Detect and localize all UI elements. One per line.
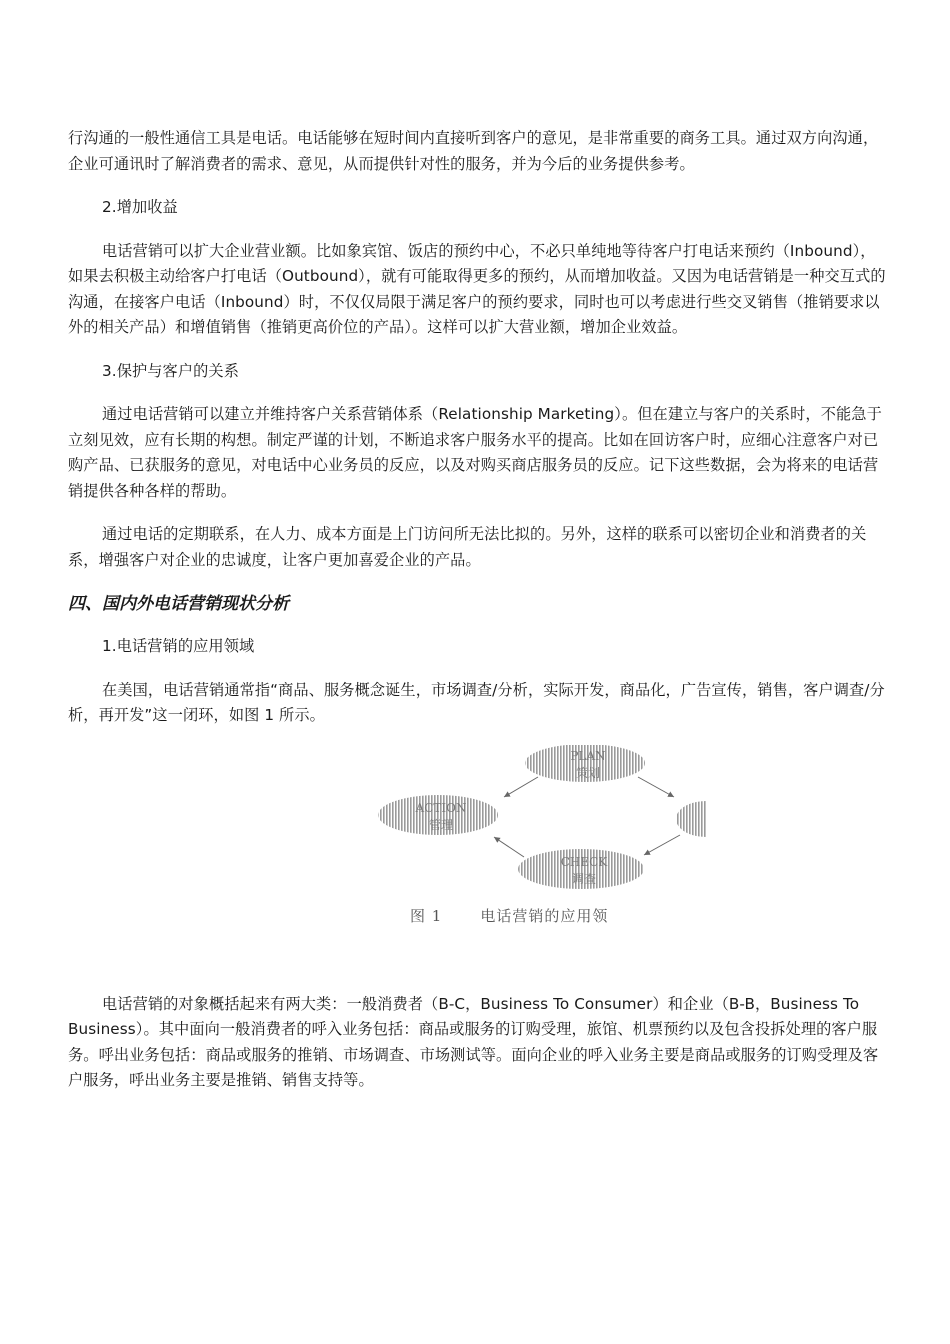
paragraph-communication: 行沟通的一般性通信工具是电话。电话能够在短时间内直接听到客户的意见，是非常重要的商务工具。通过双方向沟通，企业可通讯时了解消费者的需求、意见，从而提供针对性的服务，并为今后的业务提供参考。 bbox=[68, 129, 879, 173]
action-cn-label: 管理 bbox=[428, 817, 454, 832]
action-en-label: ACTION bbox=[415, 800, 467, 815]
arrow-do-to-check bbox=[644, 835, 680, 855]
paragraph-relationship: 通过电话营销可以建立并维持客户关系营销体系（Relationship Marketing）。但在建立与客户的关系时，不能急于立刻见效，应有长期的构想。制定严谨的计划，不断追求客户服务水平的提高。比如在回访客户时，应细心注意客户对已购产品、已获服务的意见，对电话中心业务员的反应，以及对购买商店服务员的反应。记下这些数据，会为将来的电话营销提供各种各样的帮助。 bbox=[68, 405, 882, 500]
subheading-increase-revenue: 2.增加收益 bbox=[102, 198, 178, 216]
do-ellipse-partial bbox=[676, 801, 706, 837]
figure-caption-text: 电话营销的应用领 bbox=[480, 906, 609, 925]
subheading-application: 1.电话营销的应用领域 bbox=[102, 637, 255, 655]
figure-1 bbox=[68, 745, 888, 945]
section-title: 四、国内外电话营销现状分析 bbox=[68, 594, 289, 614]
figure-caption-number: 图 1 bbox=[410, 906, 443, 925]
plan-en-label: PLAN bbox=[570, 748, 606, 763]
arrow-plan-to-do bbox=[638, 777, 674, 797]
plan-cn-label: 策划 bbox=[575, 765, 601, 780]
arrow-check-to-action bbox=[494, 837, 524, 857]
arrow-plan-to-action bbox=[504, 777, 538, 797]
check-cn-label: 调查 bbox=[571, 871, 597, 886]
paragraph-target-customers: 电话营销的对象概括起来有两大类：一般消费者（B-C，Business To Consumer）和企业（B-B，Business To Business）。其中面向一般消费者的呼入业务包括：商品或服务的订购受理，旅馆、机票预约以及包含投拆处理的客户服务。呼出业务包括：商品或服务的推销、市场调查、市场测试等。面向企业的呼入业务主要是商品或服务的订购受理及客户服务，呼出业务主要是推销、销售支持等。 bbox=[68, 994, 879, 1089]
subheading-protect-relationship: 3.保护与客户的关系 bbox=[102, 361, 239, 380]
paragraph-revenue: 电话营销可以扩大企业营业额。比如象宾馆、饭店的预约中心，不必只单纯地等待客户打电话来预约（Inbound），如果去积极主动给客户打电话（Outbound），就有可能取得更多的预约，从而增加收益。又因为电话营销是一种交互式的沟通，在接客户电话（Inbound）时，不仅仅局限于满足客户的预约要求，同时也可以考虑进行些交叉销售（推销要求以外的相关产品）和增值销售（推销更高价位的产品）。这样可以扩大营业额，增加企业效益。 bbox=[68, 241, 886, 336]
figure-caption bbox=[410, 905, 640, 926]
paragraph-us-definition: 在美国，电话营销通常指“商品、服务概念诞生，市场调查/分析，实际开发，商品化，广告宣传，销售，客户调查/分析，再开发”这一闭环，如图 1 所示。 bbox=[68, 680, 885, 724]
paragraph-regular-contact: 通过电话的定期联系，在人力、成本方面是上门访问所无法比拟的。另外，这样的联系可以密切企业和消费者的关系，增强客户对企业的忠诚度，让客户更加喜爱企业的产品。 bbox=[68, 525, 867, 569]
check-en-label: CHECK bbox=[560, 854, 608, 869]
cycle-diagram bbox=[308, 745, 708, 915]
document-page bbox=[68, 126, 888, 1094]
